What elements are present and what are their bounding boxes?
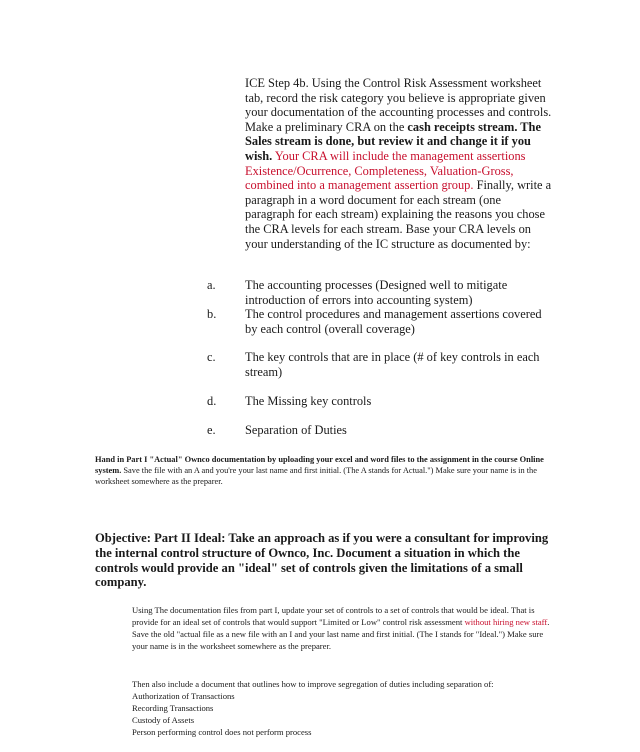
segregation-item: Custody of Assets xyxy=(132,715,195,726)
list-letter: e. xyxy=(207,423,216,437)
segregation-item: Recording Transactions xyxy=(132,703,214,714)
segregation-item: Authorization of Transactions xyxy=(132,691,235,702)
ideal-text-part1: Using The documentation files from part I, update your set of controls to a set of controls that would be ideal. That is provide for an ideal set of controls that would support "Limited or Low" control risk assessment xyxy=(132,605,535,628)
objective-heading: Objective: Part II Ideal: Take an approach as if you were a consultant for improving the internal control structure of Ownco, Inc. Document a situation in which the controls would provide an "ideal" set of controls given the limitations of a small company. xyxy=(95,531,549,590)
ideal-instructions xyxy=(132,604,552,652)
list-text: The key controls that are in place (# of key controls in each stream) xyxy=(245,350,540,379)
list-text: The control procedures and management assertions covered by each control (overall coverage) xyxy=(245,307,542,336)
list-letter: a. xyxy=(207,278,216,292)
step-red-text: Your CRA will include the management assertions Existence/Ocurrence, Completeness, Valuation-Gross, combined into a management assertion group. xyxy=(245,148,526,193)
segregation-item: Person performing control does not perform process xyxy=(132,727,312,738)
list-letter: b. xyxy=(207,307,217,321)
hand-in-rest-text: Save the file with an A and you're your last name and first initial. (The A stands for Actual.") Make sure your name is in the worksheet somewhere as the preparer. xyxy=(95,466,537,487)
step-4b-paragraph xyxy=(245,76,553,251)
list-letter: d. xyxy=(207,394,217,408)
list-text: The Missing key controls xyxy=(245,394,372,408)
step-bold-text: cash receipts stream. The Sales stream is done, but review it and change it if you wish. xyxy=(245,119,541,163)
ideal-red-text: without hiring new staff xyxy=(464,617,548,628)
ideal-text-part2: . Save the old "actual file as a new file with an I and your last name and first initial. (The I stands for "Ideal.") Make sure your name is in the worksheet somewhere as the preparer. xyxy=(132,617,550,652)
segregation-intro: Then also include a document that outlines how to improve segregation of duties including separation of: xyxy=(132,679,494,689)
segregation-section xyxy=(132,678,552,738)
hand-in-instructions xyxy=(95,454,545,488)
list-text: Separation of Duties xyxy=(245,423,347,437)
step-intro-text: ICE Step 4b. Using the Control Risk Assessment worksheet tab, record the risk category you believe is appropriate given your documentation of the accounting processes and controls. Make a preliminary CRA on the xyxy=(245,76,552,134)
list-text: The accounting processes (Designed well to mitigate introduction of errors into accounting system) xyxy=(245,278,508,307)
list-letter: c. xyxy=(207,350,216,364)
step-rest-text: Finally, write a paragraph in a word document for each stream (one paragraph for each stream) explaining the reasons you chose the CRA levels for each stream. Base your CRA levels on your understanding of the IC structure as documented by: xyxy=(245,178,552,251)
hand-in-bold-text: Hand in Part I "Actual" Ownco documentation by uploading your excel and word files to the assignment in the course Online system. xyxy=(95,455,544,476)
